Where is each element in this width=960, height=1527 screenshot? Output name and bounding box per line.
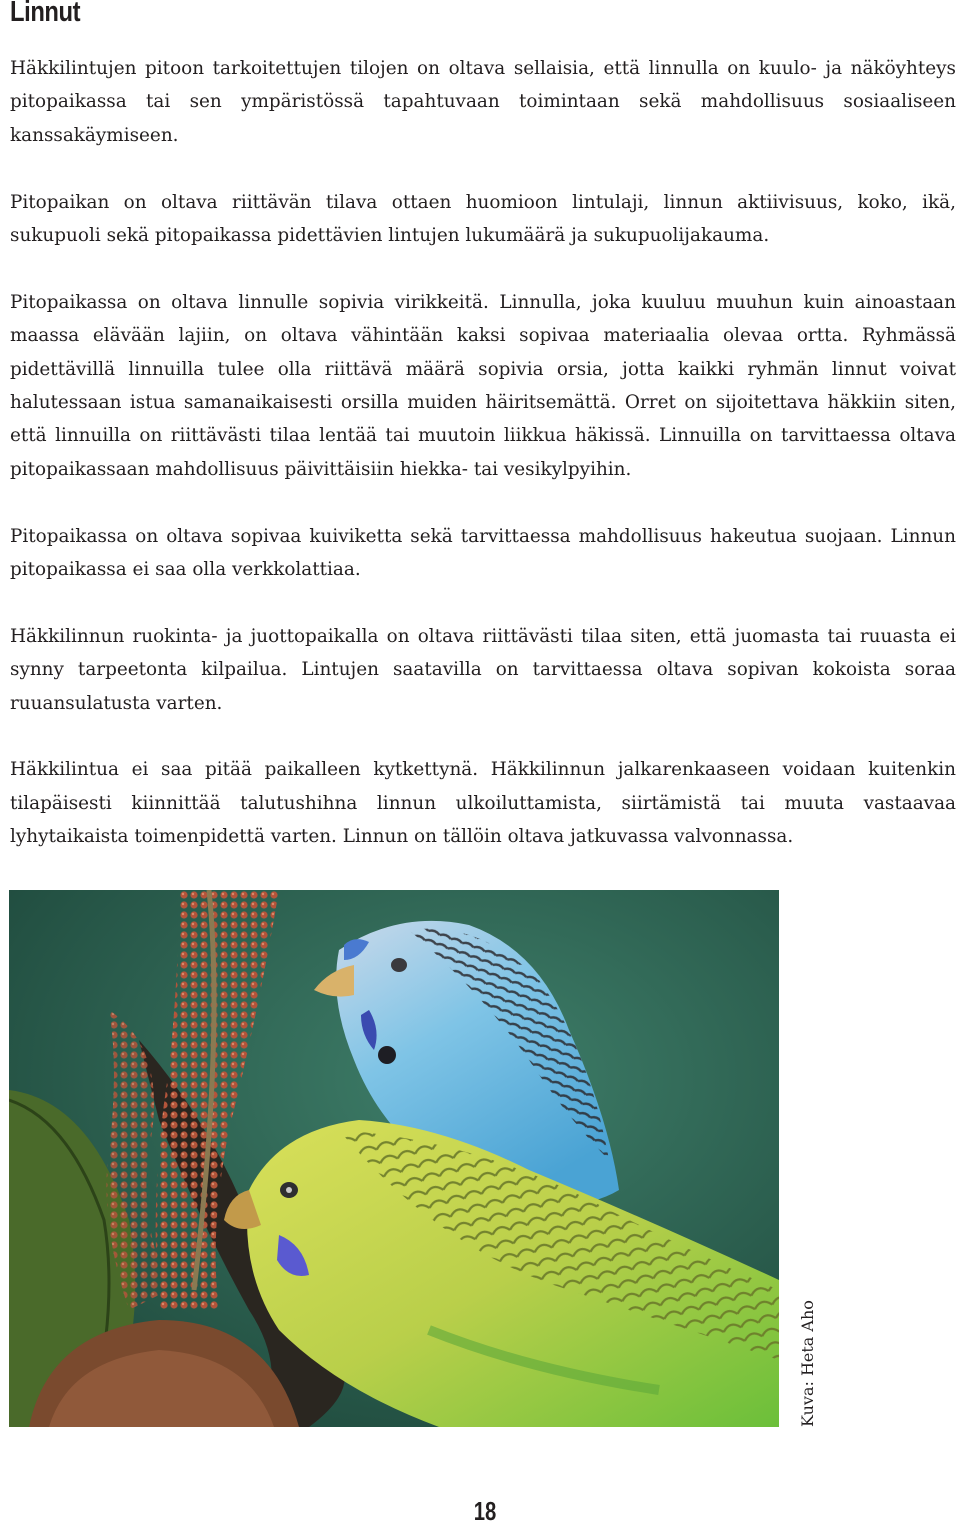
page-number: 18	[473, 1496, 497, 1526]
body-text	[10, 52, 956, 887]
budgerigar-photo	[9, 890, 779, 1427]
page-heading: Linnut	[10, 0, 81, 28]
paragraph-2: Pitopaikan on oltava riittävän tilava ottaen huomioon lintulaji, linnun aktiivisuus, koko, ikä, sukupuoli sekä pitopaikassa pidettävien lintujen lukumäärä ja sukupuolijakauma.	[10, 191, 956, 247]
paragraph-5: Häkkilinnun ruokinta- ja juottopaikalla on oltava riittävästi tilaa siten, että juomasta tai ruuasta ei synny tarpeetonta kilpailua. Lintujen saatavilla on tarvittaessa oltava sopivan kokoista soraa ruuansulatusta varten.	[10, 625, 956, 714]
paragraph-3: Pitopaikassa on oltava linnulle sopivia virikkeitä. Linnulla, joka kuuluu muuhun kuin ainoastaan maassa elävään lajiin, on oltava vähintään kaksi sopivaa materiaalia olevaa ortta. Ryhmässä pidettävillä linnuilla tulee olla riittävä määrä sopivia orsia, jotta kaikki ryhmän linnut voivat halutessaan istua samanaikaisesti orsilla muiden häiritsemättä. Orret on sijoitettava häkkiin siten, että linnuilla on riittävästi tilaa lentää tai muutoin liikkua häkissä. Linnuilla on tarvittaessa oltava pitopaikassaan mahdollisuus päivittäisiin hiekka- tai vesikylpyihin.	[10, 291, 956, 480]
photo-credit: Kuva: Heta Aho	[798, 1300, 817, 1427]
paragraph-4: Pitopaikassa on oltava sopivaa kuiviketta sekä tarvittaessa mahdollisuus hakeutua suojaan. Linnun pitopaikassa ei saa olla verkkolattiaa.	[10, 525, 956, 581]
paragraph-1: Häkkilintujen pitoon tarkoitettujen tilojen on oltava sellaisia, että linnulla on kuulo- ja näköyhteys pitopaikassa tai sen ympäristössä tapahtuvaan toimintaan sekä mahdollisuus sosiaaliseen kanssakäymiseen.	[10, 58, 956, 146]
paragraph-6: Häkkilintua ei saa pitää paikalleen kytkettynä. Häkkilinnun jalkarenkaaseen voidaan kuitenkin tilapäisesti kiinnittää talutushihna linnun ulkoiluttamista, siirtämistä tai muuta vastaavaa lyhytaikaista toimenpidettä varten. Linnun on tällöin oltava jatkuvassa valvonnassa.	[10, 759, 956, 848]
budgerigar-illustration	[9, 890, 779, 1427]
